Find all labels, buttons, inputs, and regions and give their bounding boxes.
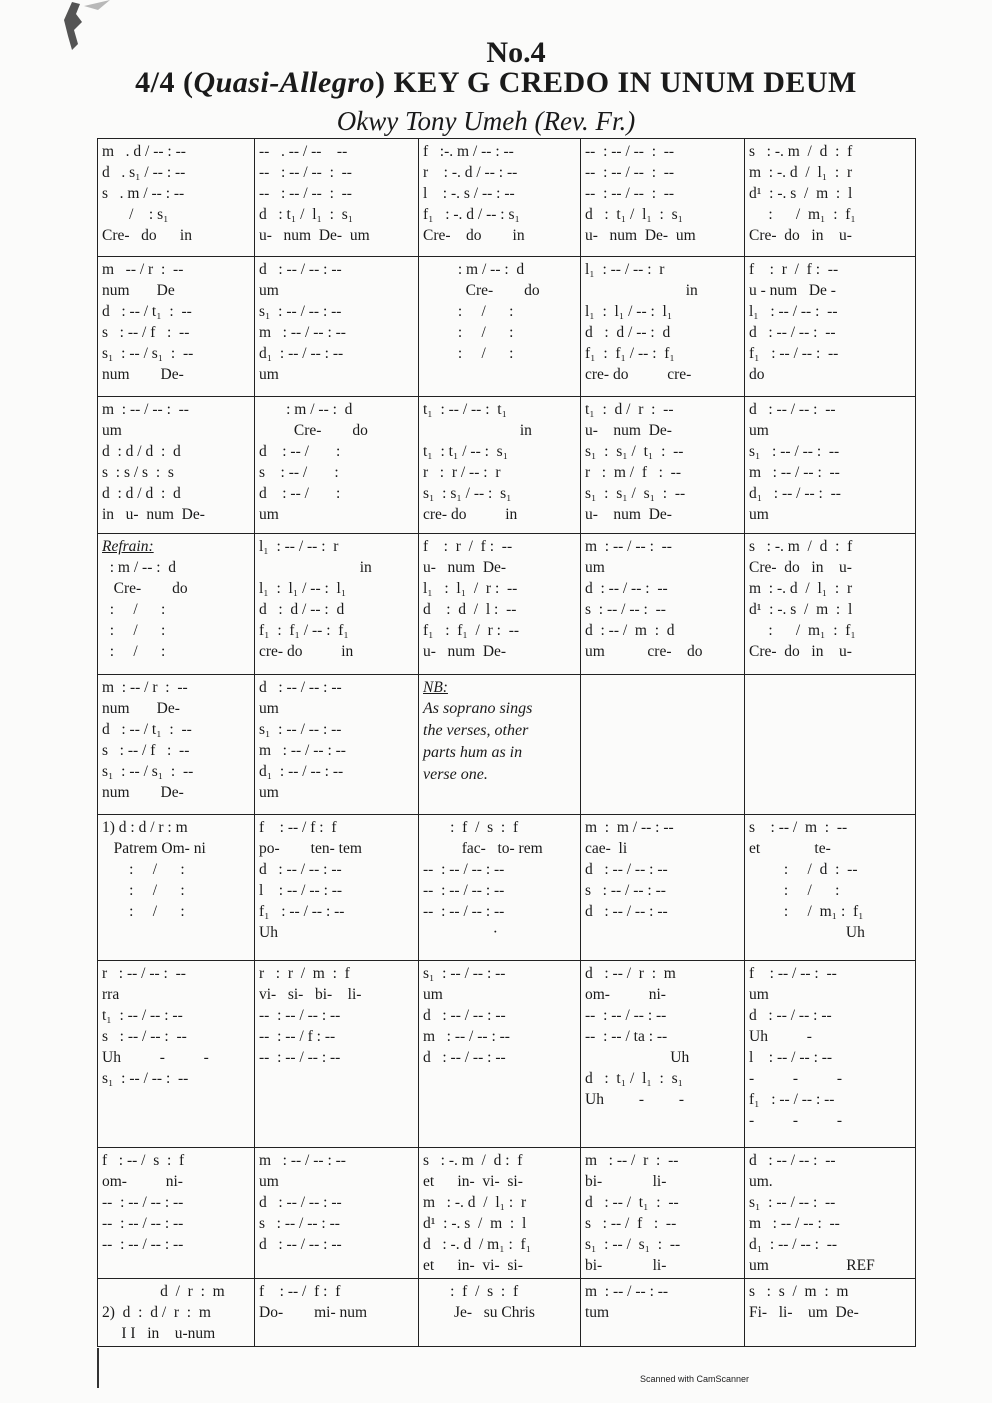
score-line: s : -- / f : -- — [102, 324, 190, 341]
score-line: : / : — [102, 643, 166, 660]
score-line: in u- num De- — [102, 506, 205, 523]
score-line: s : -. m / d : f — [749, 143, 853, 160]
score-cell — [98, 961, 255, 1148]
score-line: um — [259, 1173, 279, 1190]
score-cell — [255, 1279, 419, 1347]
score-line: : m / -- : d — [423, 261, 525, 278]
score-line: : / : — [102, 882, 185, 899]
score-line: -- : -- / -- : -- — [259, 1049, 341, 1066]
score-line: s₁ : -- / -- : -- — [102, 1070, 189, 1087]
score-cell — [581, 257, 745, 397]
score-line: Cre- do — [259, 422, 368, 439]
score-line: : / m₁ : f₁ — [749, 622, 856, 639]
score-line: um — [749, 986, 769, 1003]
score-line: d : -. d / m₁ : f₁ — [423, 1236, 532, 1253]
score-line: in — [585, 282, 698, 299]
score-line: et te- — [749, 840, 831, 857]
score-line: r : -- / -- : -- — [102, 965, 186, 982]
score-cell — [581, 1148, 745, 1279]
score-line: f₁ : f₁ / -- : f₁ — [259, 622, 349, 639]
score-line: m : -- / -- : -- — [423, 1028, 510, 1045]
score-cell — [745, 961, 916, 1148]
score-line: Uh - — [749, 1028, 812, 1045]
score-line: m : -. d / l₁ : r — [749, 580, 853, 597]
score-line: f : -- / -- : -- — [749, 965, 837, 982]
score-line: d : -- / t₁ : -- — [102, 303, 192, 320]
score-line: : / m₁ : f₁ — [749, 206, 856, 223]
score-line: d : -- / -- : -- — [749, 401, 836, 418]
score-line: d / r : m — [102, 1283, 225, 1300]
score-line: - - - — [749, 1070, 842, 1087]
score-line: d : d / d : d — [102, 485, 181, 502]
score-cell — [98, 257, 255, 397]
score-line: : / : — [102, 903, 185, 920]
score-line: m : -- / -- : -- — [259, 1152, 346, 1169]
score-line: f : -- / f : f — [259, 819, 337, 836]
score-line: / : s₁ — [102, 206, 169, 223]
score-line: u- num De- — [423, 559, 507, 576]
score-line: Uh - - — [102, 1049, 209, 1066]
score-line: d : -- / r : m — [585, 965, 676, 982]
score-line: : / d : -- — [749, 861, 858, 878]
score-cell — [745, 1148, 916, 1279]
solfa-score-table — [97, 138, 916, 1347]
score-line: d : -- / -- : -- — [749, 324, 836, 341]
score-cell — [745, 534, 916, 675]
score-line: s : s / s : s — [102, 464, 174, 481]
score-line: s₁ : -- / s₁ : -- — [102, 763, 194, 780]
score-line: r : m / f : -- — [585, 464, 681, 481]
score-line: d¹ : -. s / m : l — [423, 1215, 527, 1232]
score-cell — [255, 534, 419, 675]
score-line: Uh - - — [585, 1091, 685, 1108]
score-line: : m / -- : d — [259, 401, 353, 418]
score-line: f₁ : f₁ / r : -- — [423, 622, 520, 639]
score-line: um — [259, 700, 279, 717]
score-line: : / : — [749, 882, 840, 899]
score-line: do — [749, 366, 765, 383]
score-line: : / : — [102, 622, 166, 639]
score-line: s : -- / f : -- — [585, 1215, 677, 1232]
score-line: s : -- / m : -- — [749, 819, 848, 836]
score-line: -- : -- / -- : -- — [102, 1215, 184, 1232]
score-line: tum — [585, 1304, 610, 1321]
score-line: s : -- / f : -- — [102, 742, 190, 759]
score-line: d : d / d : d — [102, 443, 181, 460]
score-line: l : -- / -- : -- — [259, 882, 343, 899]
score-cell — [255, 675, 419, 815]
score-line: m : -. d / l₁ : r — [749, 164, 853, 181]
score-cell — [581, 1279, 745, 1347]
score-line: um — [585, 559, 605, 576]
score-cell — [745, 815, 916, 961]
score-line: et in- vi- si- — [423, 1257, 523, 1274]
score-cell — [745, 675, 916, 815]
score-cell — [419, 139, 581, 257]
score-line: t₁ : -- / -- : t₁ — [423, 401, 507, 418]
score-line: d : -- / -- : -- — [259, 679, 342, 696]
score-line: d : d / -- : d — [585, 324, 671, 341]
score-line: f₁ : -- / -- : -- — [749, 345, 839, 362]
composer-credit: Okwy Tony Umeh (Rev. Fr.) — [336, 106, 636, 136]
score-line: s : -- / -- : -- — [585, 882, 666, 899]
score-line: u- num De- — [585, 422, 672, 439]
score-cell — [98, 534, 255, 675]
score-line: -- : -- / -- : -- — [585, 185, 675, 202]
score-cell — [581, 397, 745, 534]
score-cell — [98, 1148, 255, 1279]
score-line: d¹ : -. s / m : l — [749, 185, 853, 202]
score-cell — [255, 397, 419, 534]
score-line: l : -. s / -- : -- — [423, 185, 515, 202]
score-line: f₁ : -- / -- : -- — [259, 903, 345, 920]
score-line: um REF — [749, 1257, 875, 1274]
score-line: I I in u-num — [102, 1325, 216, 1342]
score-line: d : t₁ / l₁ : s₁ — [259, 206, 354, 223]
score-line: d . s₁ / -- : -- — [102, 164, 186, 181]
score-line: -- : -- / -- : -- — [102, 1194, 184, 1211]
score-line: num De- — [102, 784, 184, 801]
score-cell — [745, 257, 916, 397]
score-line: r : r / m : f — [259, 965, 350, 982]
score-line: -- : -- / -- : -- — [259, 185, 352, 202]
score-line: fac- to- rem — [423, 840, 543, 857]
score-cell — [745, 1279, 916, 1347]
score-line: s : -- / -- : -- — [259, 1215, 340, 1232]
score-line: : / : — [102, 861, 185, 878]
score-line: m : -- / r : -- — [585, 1152, 679, 1169]
score-cell — [98, 675, 255, 815]
score-line: u- num De- — [423, 643, 507, 660]
score-line: -- : -- / f : -- — [259, 1028, 336, 1045]
score-line: um — [259, 282, 279, 299]
score-line: -- : -- / -- : -- — [259, 164, 352, 181]
score-row — [98, 534, 916, 675]
score-line: : m / -- : d — [102, 559, 177, 576]
score-line: num De — [102, 282, 175, 299]
score-line: s₁ : -- / s₁ : -- — [585, 1236, 681, 1253]
score-line: -- : -- / ta : -- — [585, 1028, 668, 1045]
score-line: m : m / -- : -- — [585, 819, 674, 836]
score-cell — [581, 139, 745, 257]
score-line: m : -. d / l₁ : r — [423, 1194, 527, 1211]
score-line: num De- — [102, 366, 184, 383]
score-line: · — [423, 924, 498, 941]
score-line: d : t₁ / l₁ : s₁ — [585, 1070, 684, 1087]
score-line: d : -- / -- : -- — [749, 1007, 832, 1024]
score-line: um cre- do — [585, 643, 703, 660]
score-line: d₁ : -- / -- : -- — [749, 485, 841, 502]
score-cell — [419, 1148, 581, 1279]
score-line: um — [423, 986, 443, 1003]
score-line: d : d / l : -- — [423, 601, 517, 618]
score-line: u - num De - — [749, 282, 836, 299]
score-line: s : -- / -- : -- — [585, 601, 666, 618]
score-line: cre- do in — [423, 506, 518, 523]
score-line: : / : — [102, 601, 166, 618]
score-line: l₁ : l₁ / -- : l₁ — [259, 580, 347, 597]
score-line: t₁ : d / r : -- — [585, 401, 674, 418]
score-cell — [581, 815, 745, 961]
score-cell — [98, 397, 255, 534]
score-line: s₁ : -- / -- : -- — [749, 443, 840, 460]
score-line: in — [259, 559, 372, 576]
score-line: -- : -- / -- : -- — [585, 1007, 667, 1024]
score-line: Cre- do in u- — [749, 643, 852, 660]
score-cell — [419, 815, 581, 961]
score-cell — [98, 1279, 255, 1347]
score-row — [98, 815, 916, 961]
score-line: Cre- do in — [423, 227, 525, 244]
score-line: l₁ : -- / -- : r — [259, 538, 339, 555]
score-row — [98, 139, 916, 257]
score-line: Cre- do in u- — [749, 227, 852, 244]
score-line: -- : -- / -- : -- — [423, 882, 505, 899]
score-line: d : -- / m : d — [585, 622, 675, 639]
score-line: l₁ : l₁ / r : -- — [423, 580, 518, 597]
score-line: -- : -- / -- : -- — [585, 164, 675, 181]
score-line: : f / s : f — [423, 1283, 519, 1300]
score-line: d : -- / -- : -- — [423, 1049, 506, 1066]
score-line: d : -- / t₁ : -- — [585, 1194, 679, 1211]
score-line: -- : -- / -- : -- — [259, 1007, 341, 1024]
hymn-title: 4/4 (Quasi-Allegro) KEY G CREDO IN UNUM DEUM — [135, 66, 857, 99]
score-row — [98, 1279, 916, 1347]
score-cell — [581, 961, 745, 1148]
score-line: Refrain: — [102, 538, 154, 555]
score-line: cae- li — [585, 840, 628, 857]
score-line: -- : -- / -- : -- — [423, 861, 505, 878]
score-line: um — [749, 422, 769, 439]
score-line: vi- si- bi- li- — [259, 986, 362, 1003]
score-line: s₁ : -- / -- : -- — [423, 965, 506, 982]
score-line: um — [259, 506, 279, 523]
score-line: d : -- / -- : -- — [259, 1194, 342, 1211]
score-line: Uh — [749, 924, 865, 941]
score-line: : / : — [423, 345, 514, 362]
score-line: : / m₁ : f₁ — [749, 903, 864, 920]
score-line: et in- vi- si- — [423, 1173, 523, 1190]
score-line: t₁ : -- / -- : -- — [102, 1007, 183, 1024]
score-line: the verses, other — [423, 722, 529, 739]
score-line: d¹ : -. s / m : l — [749, 601, 853, 618]
score-row — [98, 1148, 916, 1279]
score-line: : f / s : f — [423, 819, 519, 836]
score-cell — [419, 397, 581, 534]
score-line: Je- su Chris — [423, 1304, 535, 1321]
score-line: l : -- / -- : -- — [749, 1049, 833, 1066]
score-line: m : -- / -- : -- — [259, 324, 346, 341]
score-line: -- : -- / -- : -- — [585, 143, 675, 160]
score-line: Cre- do — [423, 282, 540, 299]
score-line: m : -- / -- : -- — [259, 742, 346, 759]
score-line: s : s / m : m — [749, 1283, 849, 1300]
score-cell — [255, 961, 419, 1148]
score-cell — [419, 675, 581, 815]
score-line: bi- li- — [585, 1173, 667, 1190]
score-line: s : -- / : — [259, 464, 339, 481]
score-line: l₁ : -- / -- : r — [585, 261, 665, 278]
score-line: um — [259, 784, 279, 801]
score-line: : / : — [423, 303, 514, 320]
score-line: m . d / -- : -- — [102, 143, 186, 160]
score-cell — [98, 815, 255, 961]
score-line: om- ni- — [102, 1173, 183, 1190]
score-line: d : -- / : — [259, 485, 341, 502]
score-line: f : -- / f : f — [259, 1283, 341, 1300]
score-line: d : -- / -- : -- — [259, 261, 342, 278]
score-line: d : -- / -- : -- — [749, 1152, 836, 1169]
score-line: r : r / -- : r — [423, 464, 501, 481]
score-line: s₁ : -- / -- : -- — [259, 721, 342, 738]
score-line: d : -- / t₁ : -- — [102, 721, 192, 738]
score-line: s₁ : -- / -- : -- — [259, 303, 342, 320]
score-line: in — [423, 422, 532, 439]
score-line: l₁ : l₁ / -- : l₁ — [585, 303, 673, 320]
score-line: Patrem Om- ni — [102, 840, 206, 857]
score-line: : / : — [423, 324, 514, 341]
score-line: m : -- / -- : -- — [749, 1215, 840, 1232]
score-cell — [419, 534, 581, 675]
score-line: s₁ : s₁ / t₁ : -- — [585, 443, 684, 460]
score-cell — [255, 257, 419, 397]
score-cell — [581, 534, 745, 675]
score-row — [98, 397, 916, 534]
score-line: Cre- do in — [102, 227, 192, 244]
score-line: cre- do cre- — [585, 366, 692, 383]
hymn-number: No.4 — [486, 36, 546, 69]
score-line: u- num De- — [585, 506, 672, 523]
score-line: s₁ : -- / -- : -- — [749, 1194, 836, 1211]
score-cell — [98, 139, 255, 257]
score-line: m : -- / -- : -- — [585, 1283, 669, 1300]
score-line: s . m / -- : -- — [102, 185, 185, 202]
score-line: f₁ : -. d / -- : s₁ — [423, 206, 520, 223]
score-line: Do- mi- num — [259, 1304, 368, 1321]
score-line: Cre- do — [102, 580, 188, 597]
score-line: s : -- / -- : -- — [102, 1028, 187, 1045]
score-line: m : -- / -- : -- — [585, 538, 672, 555]
score-line: d : -- / -- : -- — [585, 903, 668, 920]
score-cell — [255, 1148, 419, 1279]
score-line: f₁ : f₁ / -- : f₁ — [585, 345, 675, 362]
score-line: u- num De- um — [259, 227, 370, 244]
score-line: NB: — [423, 679, 448, 696]
score-row — [98, 675, 916, 815]
score-line: Cre- do in u- — [749, 559, 852, 576]
score-line: rra — [102, 986, 120, 1003]
score-row — [98, 257, 916, 397]
score-line: d : -- / -- : -- — [259, 1236, 342, 1253]
score-line: f₁ : -- / -- : -- — [749, 1091, 835, 1108]
score-line: d₁ : -- / -- : -- — [259, 763, 344, 780]
score-line: num De- — [102, 700, 180, 717]
score-line: f : r / f : -- — [749, 261, 839, 278]
score-line: s₁ : s₁ / s₁ : -- — [585, 485, 686, 502]
score-line: verse one. — [423, 766, 488, 783]
score-line: Uh — [259, 924, 278, 941]
scanner-watermark: Scanned with CamScanner — [640, 1374, 750, 1384]
score-line: d : -- / -- : -- — [259, 861, 342, 878]
score-line: f : -- / s : f — [102, 1152, 185, 1169]
score-line: Uh — [585, 1049, 690, 1066]
score-row — [98, 961, 916, 1148]
score-line: d₁ : -- / -- : -- — [749, 1236, 838, 1253]
score-line: cre- do in — [259, 643, 354, 660]
score-line: d₁ : -- / -- : -- — [259, 345, 344, 362]
score-line: -- . -- / -- -- — [259, 143, 348, 160]
score-line: um — [259, 366, 279, 383]
score-line: um — [749, 506, 769, 523]
score-line: -- : -- / -- : -- — [102, 1236, 184, 1253]
score-cell — [581, 675, 745, 815]
score-line: um — [102, 422, 122, 439]
score-line: m : -- / -- : -- — [749, 464, 840, 481]
score-cell — [255, 139, 419, 257]
score-line: 2) d : d / r : m — [102, 1304, 211, 1321]
score-cell — [419, 257, 581, 397]
score-line: s₁ : s₁ / -- : s₁ — [423, 485, 512, 502]
score-line: d : t₁ / l₁ : s₁ — [585, 206, 684, 223]
score-line: d : -- / -- : -- — [585, 580, 668, 597]
score-line: om- ni- — [585, 986, 666, 1003]
score-cell — [419, 1279, 581, 1347]
score-line: s : -. m / d : f — [749, 538, 853, 555]
score-cell — [255, 815, 419, 961]
score-line: bi- li- — [585, 1257, 667, 1274]
score-line: d : d / -- : d — [259, 601, 345, 618]
score-line: u- num De- um — [585, 227, 696, 244]
score-line: s : -. m / d : f — [423, 1152, 523, 1169]
score-line: d : -- / : — [259, 443, 341, 460]
score-line: Fi- li- um De- — [749, 1304, 859, 1321]
score-line: As soprano sings — [423, 700, 533, 717]
score-line: m : -- / -- : -- — [102, 401, 189, 418]
score-cell — [745, 397, 916, 534]
score-cell — [745, 139, 916, 257]
score-cell — [419, 961, 581, 1148]
score-line: f :-. m / -- : -- — [423, 143, 514, 160]
score-line: l₁ : -- / -- : -- — [749, 303, 838, 320]
score-line: m -- / r : -- — [102, 261, 184, 278]
score-line: po- ten- tem — [259, 840, 362, 857]
score-line: d : -- / -- : -- — [423, 1007, 506, 1024]
score-line: 1) d : d / r : m — [102, 819, 188, 836]
page-edge-line — [97, 1348, 99, 1388]
score-line: d : -- / -- : -- — [585, 861, 668, 878]
score-line: m : -- / r : -- — [102, 679, 188, 696]
score-line: s₁ : -- / s₁ : -- — [102, 345, 194, 362]
score-line: f : r / f : -- — [423, 538, 513, 555]
score-line: r : -. d / -- : -- — [423, 164, 518, 181]
score-line: t₁ : t₁ / -- : s₁ — [423, 443, 509, 460]
score-line: um. — [749, 1173, 773, 1190]
score-line: - - - — [749, 1112, 842, 1129]
score-line: parts hum as in — [423, 744, 523, 761]
score-line: -- : -- / -- : -- — [423, 903, 505, 920]
